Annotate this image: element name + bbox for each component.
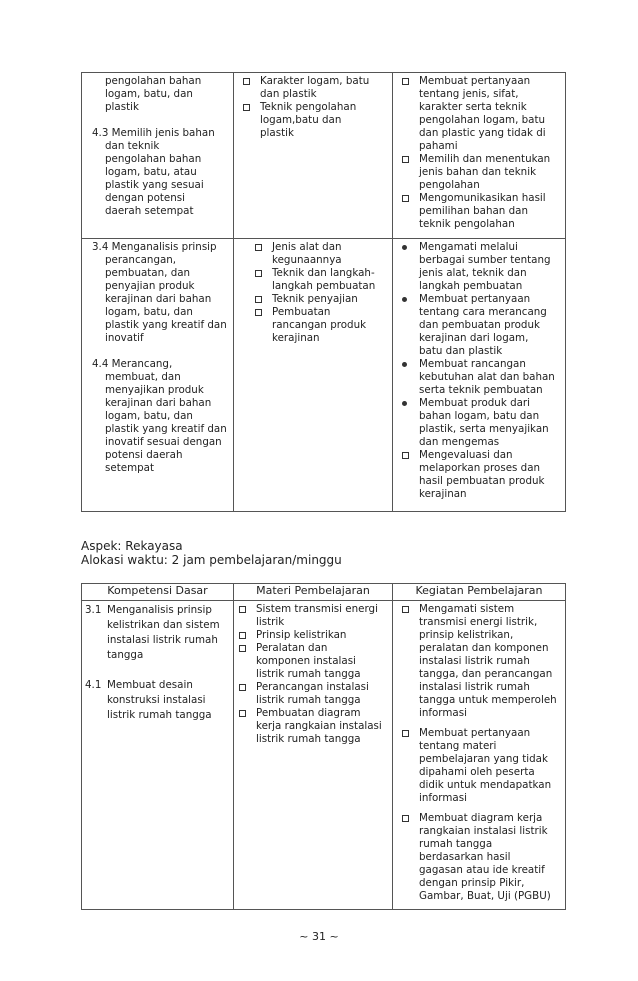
header-materi: Materi Pembelajaran	[234, 584, 393, 601]
list-item: Membuat pertanyaan tentang cara merancang dan pembuatan produk kerajinan dari logam, batu dan plastik	[399, 293, 555, 358]
list-item: Teknik pengolahan logam,batu dan plastik	[240, 101, 374, 140]
kd-cell	[82, 239, 234, 512]
list-item: Membuat pertanyaan tentang jenis, sifat, karakter serta teknik pengolahan logam, batu dan plastic yang tidak di pahami	[399, 75, 553, 153]
kd-4-1: 4.1 Membuat desain konstruksi instalasi listrik rumah tangga	[85, 679, 212, 721]
list-item: Peralatan dan komponen instalasi listrik rumah tangga	[236, 642, 382, 681]
table-header-row	[82, 584, 566, 601]
page-number: ~ 31 ~	[299, 930, 339, 943]
aspek-title: Aspek: Rekayasa	[81, 539, 183, 553]
table-row	[82, 601, 566, 910]
kegiatan-cell	[393, 239, 566, 512]
list-item: Perancangan instalasi listrik rumah tangga	[236, 681, 382, 707]
list-item: Pembuatan diagram kerja rangkaian instalasi listrik rumah tangga	[236, 707, 382, 746]
table-row	[82, 239, 566, 512]
list-item: Pembuatan rancangan produk kerajinan	[252, 306, 382, 345]
list-item: Membuat produk dari bahan logam, batu dan plastik, serta menyajikan dan mengemas	[399, 397, 555, 449]
list-item: Mengamati sistem transmisi energi listrik, prinsip kelistrikan, peralatan dan komponen instalasi listrik rumah tangga, dan perancangan instalasi listrik rumah tangga untuk memperoleh informasi	[399, 603, 557, 720]
kd-continuation: pengolahan bahan logam, batu, dan plastik	[105, 75, 202, 113]
aspek-heading	[81, 539, 342, 567]
kd-cell	[82, 601, 234, 910]
list-item: Memilih dan menentukan jenis bahan dan teknik pengolahan	[399, 153, 553, 192]
list-item: Teknik penyajian	[252, 293, 382, 306]
alokasi-waktu: Alokasi waktu: 2 jam pembelajaran/minggu	[81, 553, 342, 567]
list-item: Mengamati melalui berbagai sumber tentang jenis alat, teknik dan langkah pembuatan	[399, 241, 555, 293]
kd-4-3: 4.3 Memilih jenis bahan dan teknik pengolahan bahan logam, batu, atau plastik yang sesuai dengan potensi daerah setempat	[92, 127, 215, 217]
table-kerajinan	[81, 72, 566, 512]
table-rekayasa	[81, 583, 566, 910]
list-item: Karakter logam, batu dan plastik	[240, 75, 374, 101]
list-item: Membuat pertanyaan tentang materi pembelajaran yang tidak dipahami oleh peserta didik untuk mendapatkan informasi	[399, 727, 557, 805]
table-row	[82, 73, 566, 239]
header-kompetensi-dasar: Kompetensi Dasar	[82, 584, 234, 601]
materi-cell	[234, 239, 393, 512]
list-item: Mengevaluasi dan melaporkan proses dan hasil pembuatan produk kerajinan	[399, 449, 555, 501]
header-kegiatan: Kegiatan Pembelajaran	[393, 584, 566, 601]
kd-3-1: 3.1 Menganalisis prinsip kelistrikan dan sistem instalasi listrik rumah tangga	[85, 604, 220, 661]
materi-cell	[234, 601, 393, 910]
list-item: Prinsip kelistrikan	[236, 629, 382, 642]
kd-4-4: 4.4 Merancang, membuat, dan menyajikan produk kerajinan dari bahan logam, batu, dan plastik yang kreatif dan inovatif sesuai dengan potensi daerah setempat	[92, 358, 227, 474]
materi-cell	[234, 73, 393, 239]
list-item: Membuat rancangan kebutuhan alat dan bahan serta teknik pembuatan	[399, 358, 555, 397]
list-item: Teknik dan langkah-langkah pembuatan	[252, 267, 382, 293]
kegiatan-cell	[393, 601, 566, 910]
list-item: Mengomunikasikan hasil pemilihan bahan dan teknik pengolahan	[399, 192, 553, 231]
kd-3-4: 3.4 Menganalisis prinsip perancangan, pembuatan, dan penyajian produk kerajinan dari bahan logam, batu, dan plastik yang kreatif dan inovatif	[92, 241, 227, 344]
list-item: Membuat diagram kerja rangkaian instalasi listrik rumah tangga berdasarkan hasil gagasan atau ide kreatif dengan prinsip Pikir, Gambar, Buat, Uji (PGBU)	[399, 812, 557, 903]
list-item: Sistem transmisi energi listrik	[236, 603, 382, 629]
kegiatan-cell	[393, 73, 566, 239]
list-item: Jenis alat dan kegunaannya	[252, 241, 382, 267]
kd-cell	[82, 73, 234, 239]
